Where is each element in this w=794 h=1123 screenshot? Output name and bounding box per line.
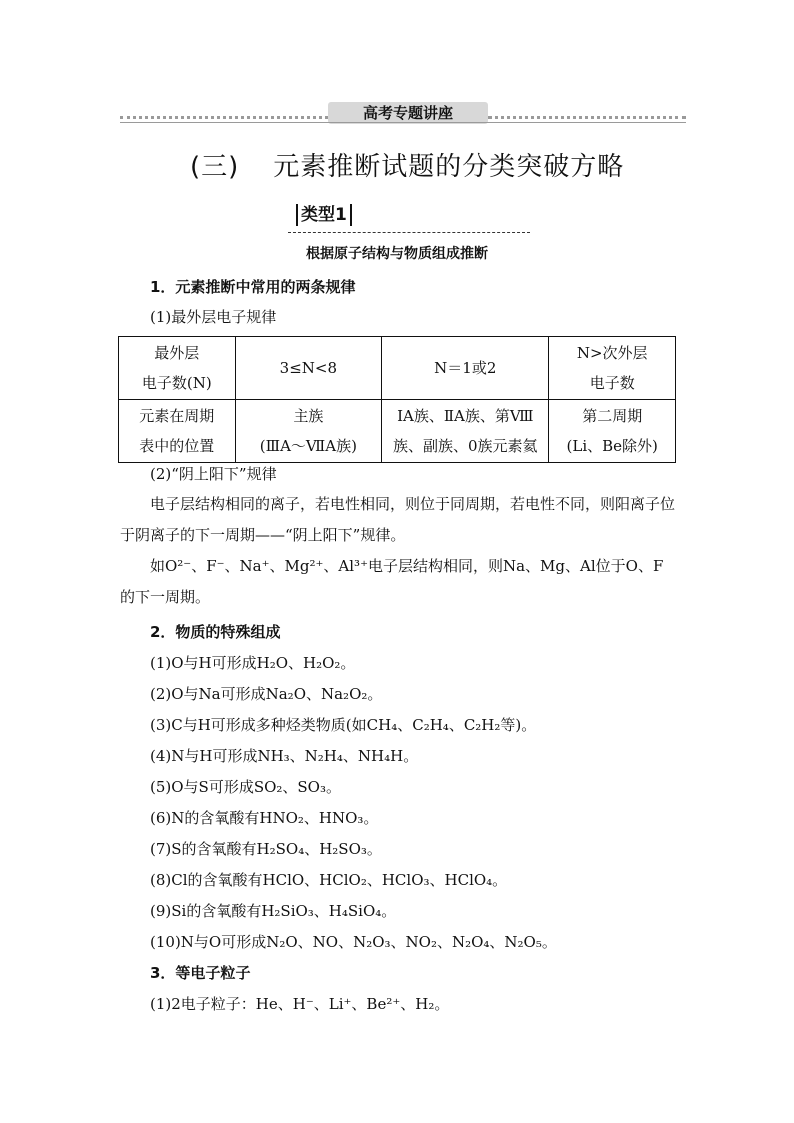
list-item: (10)N与O可形成N₂O、NO、N₂O₃、NO₂、N₂O₄、N₂O₅。 [150,933,557,951]
header-dots-left [120,116,328,121]
table-cell [549,337,676,400]
list-item: (9)Si的含氧酸有H₂SiO₃、H₄SiO₄。 [150,902,397,920]
header-tab: 高考专题讲座 [328,102,488,124]
cell-text: N>次外层 电子数 [576,344,648,392]
cell-text: 第二周期 (Li、Be除外) [566,407,658,455]
list-item: (6)N的含氧酸有HNO₂、HNO₃。 [150,809,379,827]
table-cell [119,400,236,463]
list-item: (2)O与Na可形成Na₂O、Na₂O₂。 [150,685,383,703]
section1-heading: 1．元素推断中常用的两条规律 [150,278,356,296]
type-label: 类型1 [296,204,352,226]
title-text: 元素推断试题的分类突破方略 [273,152,625,182]
title-number: (三) [190,152,240,182]
section2-heading: 2．物质的特殊组成 [150,623,281,641]
list-item: (3)C与H可形成多种烃类物质(如CH₄、C₂H₄、C₂H₂等)。 [150,716,537,734]
cell-text: 主族 (ⅢA～ⅦA族) [259,407,357,455]
cell-text: ⅠA族、ⅡA族、第Ⅷ 族、副族、0族元素氦 [393,407,538,455]
section1-sub2: (2)“阴上阳下”规律 [150,465,277,483]
table-cell [382,337,549,400]
type-divider [288,232,530,233]
table-cell [382,400,549,463]
cell-text: 元素在周期 表中的位置 [139,407,215,455]
page-title [190,146,624,183]
list-item: (5)O与S可形成SO₂、SO₃。 [150,778,341,796]
subheading: 根据原子结构与物质组成推断 [306,246,488,262]
electron-rule-table [118,336,676,463]
header-rule [120,122,686,123]
list-item: (4)N与H可形成NH₃、N₂H₄、NH₄H。 [150,747,419,765]
header-band [120,100,686,126]
table-cell [235,337,382,400]
list-item: (7)S的含氧酸有H₂SO₄、H₂SO₃。 [150,840,382,858]
table-row [119,400,676,463]
table-cell [549,400,676,463]
table-row [119,337,676,400]
cell-text: N＝1或2 [434,359,497,377]
table-cell [119,337,236,400]
type-badge [296,204,352,226]
paragraph-yinshang-yangxia: 电子层结构相同的离子，若电性相同，则位于同周期，若电性不同，则阳离子位于阴离子的下一周期——“阴上阳下”规律。 [120,495,676,544]
paragraph-example: 如O²⁻、F⁻、Na⁺、Mg²⁺、Al³⁺电子层结构相同，则Na、Mg、Al位于O、F的下一周期。 [120,557,664,606]
cell-text: 3≤N<8 [279,359,338,377]
table-cell [235,400,382,463]
list-item: (8)Cl的含氧酸有HClO、HClO₂、HClO₃、HClO₄。 [150,871,508,889]
section1-sub1: (1)最外层电子规律 [150,308,277,326]
header-dots-right [488,116,686,121]
list-item: (1)2电子粒子：He、H⁻、Li⁺、Be²⁺、H₂。 [150,995,450,1013]
section3-heading: 3．等电子粒子 [150,964,251,982]
cell-text: 最外层 电子数(N) [141,344,212,392]
list-item: (1)O与H可形成H₂O、H₂O₂。 [150,654,356,672]
